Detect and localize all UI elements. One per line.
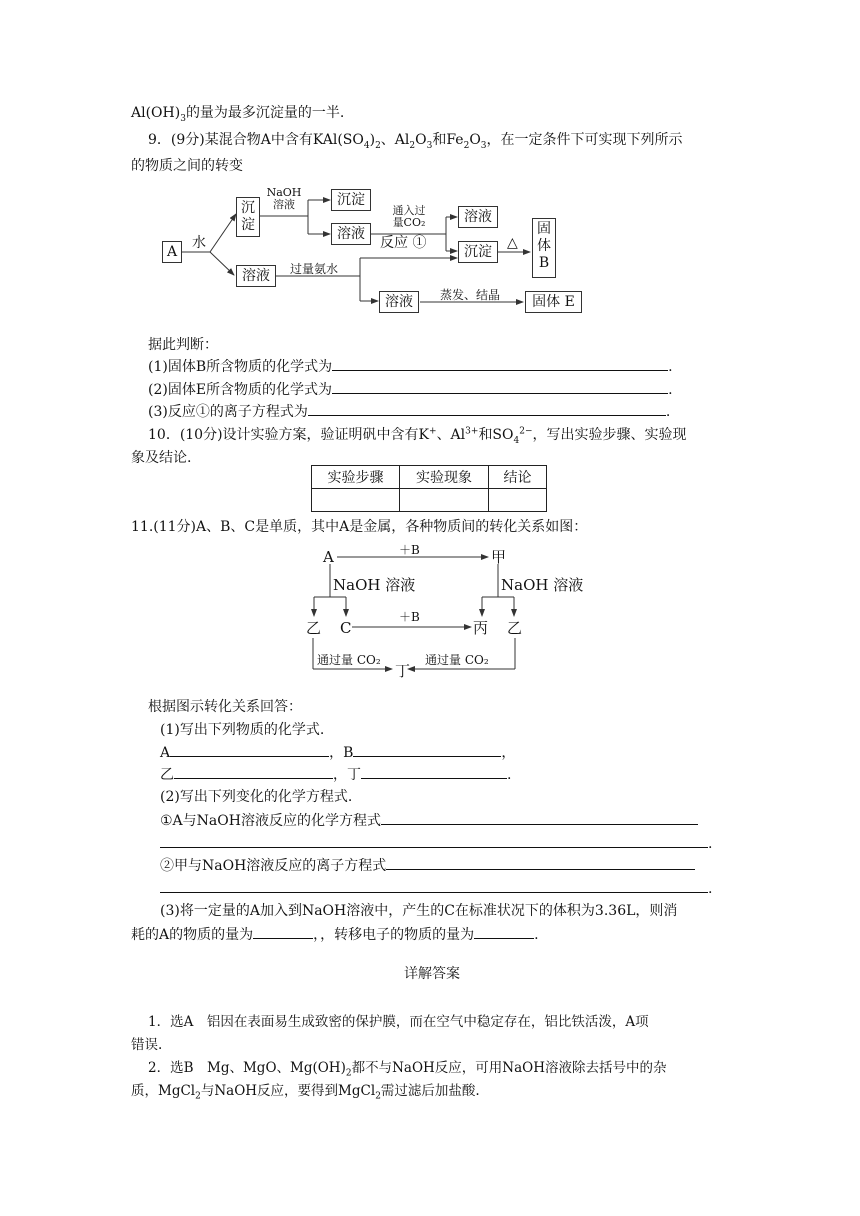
- node-rongye3: 溶液: [236, 265, 276, 287]
- q11-p2-2: ②甲与NaOH溶液反应的离子方程式: [160, 856, 695, 875]
- q11-intro: 根据图示转化关系回答：: [148, 699, 302, 715]
- q10-line1: 10．(10分)设计实验方案，验证明矾中含有K+、$Al^{3+}$和$SO_4^{2-}$，写出实验步骤、实验现: [148, 426, 687, 446]
- answer-1-line2: 错误.: [131, 1037, 163, 1053]
- q11-p2-1: ①A与NaOH溶液反应的化学方程式: [160, 811, 698, 830]
- answer-blank-yi[interactable]: [174, 765, 333, 779]
- intro-fragment: $Al(OH)_3$的量为最多沉淀量的一半.: [131, 105, 345, 124]
- label-water: 水: [192, 235, 206, 251]
- answers-heading: 详解答案: [404, 966, 460, 982]
- node-yi-left: 乙: [306, 619, 322, 637]
- label-naoh-right: NaOH 溶液: [501, 576, 584, 594]
- node-A: A: [162, 241, 182, 263]
- q10-line2: 象及结论.: [131, 450, 192, 466]
- answer-blank-B[interactable]: [353, 743, 501, 757]
- answer-2-line2: 质，MgCl$_2$与NaOH反应，要得到MgCl$_2$需过滤后加盐酸.: [131, 1083, 480, 1102]
- answer-2-line1: 2．选B Mg、MgO、$Mg(OH)_2$都不与NaOH反应，可用NaOH溶液除去括号中的杂: [148, 1060, 667, 1079]
- q9-judge: 据此判断：: [148, 337, 218, 353]
- node-yi-right: 乙: [507, 619, 523, 637]
- label-evaporate: 蒸发、结晶: [440, 288, 501, 302]
- label-plusB-top: ＋B: [399, 543, 420, 557]
- label-reaction-1: 反应 ①: [380, 235, 427, 251]
- q11-yiding-line: 乙 ，丁 .: [160, 767, 512, 783]
- q9-sub1: (1)固体B所含物质的化学式为 .: [148, 359, 673, 375]
- label-co2-left: 通过量 CO₂: [317, 653, 381, 667]
- heat-symbol: △: [507, 235, 518, 251]
- header-conclusion: 结论: [489, 466, 547, 489]
- node-A: A: [323, 548, 334, 566]
- label-naoh: NaOH 溶液: [266, 186, 302, 211]
- answer-blank[interactable]: [386, 856, 695, 870]
- q11-p1: (1)写出下列物质的化学式.: [160, 722, 325, 738]
- node-chendian1: 沉 淀: [236, 197, 260, 237]
- q11-p2: (2)写出下列变化的化学方程式.: [160, 789, 353, 805]
- label-ammonia: 过量氨水: [290, 262, 339, 276]
- answer-blank-A[interactable]: [170, 743, 329, 757]
- answer-blank[interactable]: [160, 879, 708, 893]
- answer-blank[interactable]: [160, 834, 708, 848]
- q9-sub3: (3)反应①的离子方程式为 .: [148, 404, 671, 420]
- q11-line1: 11.(11分)A、B、C是单质，其中A是金属，各种物质间的转化关系如图：: [131, 519, 588, 535]
- node-rongye2: 溶液: [458, 206, 498, 228]
- label-co2: 通入过 量CO₂: [392, 204, 426, 229]
- label-plusB-mid: ＋B: [399, 610, 420, 624]
- answer-blank[interactable]: [381, 811, 698, 825]
- node-chendian3: 沉淀: [458, 241, 498, 263]
- answer-blank[interactable]: [474, 925, 534, 939]
- label-naoh-left: NaOH 溶液: [333, 576, 416, 594]
- header-steps: 实验步骤: [312, 466, 400, 489]
- node-chendian2: 沉淀: [331, 189, 371, 211]
- answer-blank[interactable]: [253, 925, 313, 939]
- header-phenomena: 实验现象: [400, 466, 489, 489]
- q11-p2-1-cont: .: [160, 834, 712, 853]
- node-bing: 丙: [473, 619, 489, 637]
- node-C: C: [340, 619, 352, 637]
- q11-p3-line2: 耗的A的物质的量为 ，，转移电子的物质的量为 .: [131, 927, 539, 943]
- node-gutiE: 固体 E: [525, 291, 582, 313]
- answer-1-line1: 1．选A 铝因在表面易生成致密的保护膜，而在空气中稳定存在，铝比铁活泼，A项: [148, 1014, 649, 1030]
- node-gutiB: 固 体 B: [532, 218, 556, 278]
- node-rongye4: 溶液: [379, 291, 419, 313]
- q11-AB-line: A ，B ，: [160, 745, 516, 761]
- answer-blank-ding[interactable]: [361, 765, 507, 779]
- q9-line2: 的物质之间的转变: [131, 158, 243, 174]
- label-co2-right: 通过量 CO₂: [425, 653, 489, 667]
- q11-p3-line1: (3)将一定量的A加入到NaOH溶液中，产生的C在标准状况下的体积为3.36L，则消: [160, 903, 678, 919]
- q9-sub2: (2)固体E所含物质的化学式为 .: [148, 382, 673, 398]
- node-ding: 丁: [395, 662, 411, 680]
- q11-p2-2-cont: .: [160, 879, 712, 898]
- node-rongye1: 溶液: [331, 223, 371, 245]
- node-jia: 甲: [491, 548, 507, 566]
- q9-line1: 9．(9分)某混合物A中含有$KAl(SO_4)_2$、$Al_2O_3$和$Fe_2O_3$，在一定条件下可实现下列所示: [148, 132, 683, 151]
